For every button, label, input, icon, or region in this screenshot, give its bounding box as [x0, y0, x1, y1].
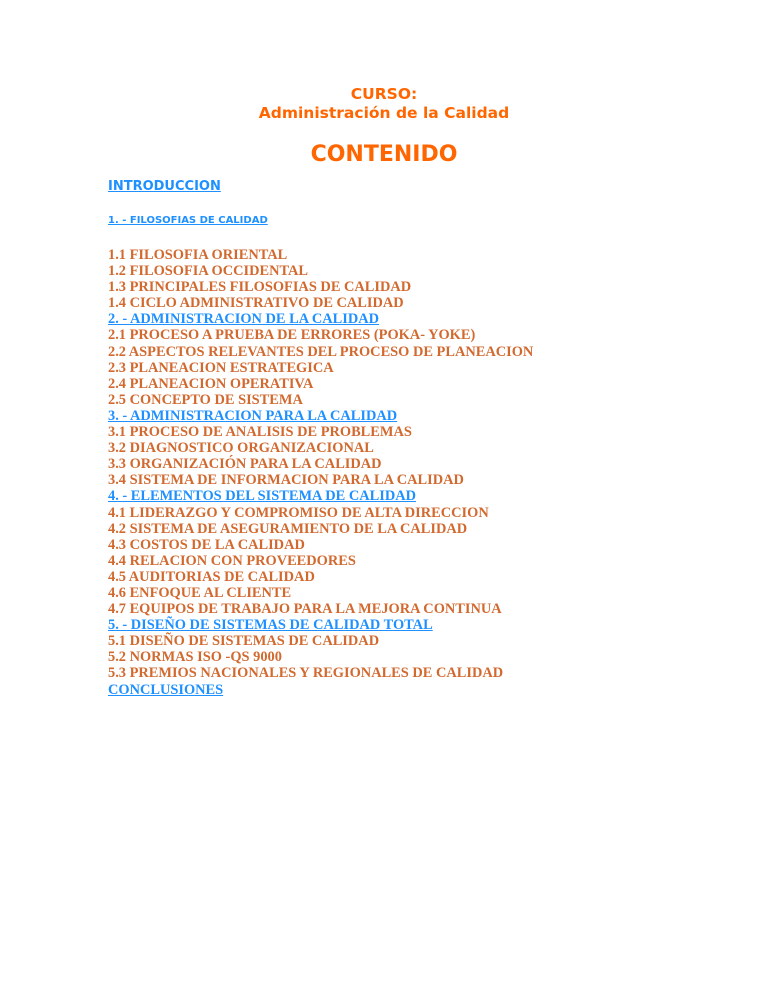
- section-1-link[interactable]: 1. - FILOSOFIAS DE CALIDAD: [108, 215, 268, 226]
- toc-item: 4.1 LIDERAZGO Y COMPROMISO DE ALTA DIRECCION: [108, 504, 489, 521]
- toc-section-link[interactable]: 5. - DISEÑO DE SISTEMAS DE CALIDAD TOTAL: [108, 617, 433, 634]
- course-label: CURSO:: [350, 85, 418, 103]
- toc-item: 2.4 PLANEACION OPERATIVA: [108, 375, 314, 392]
- toc-item: 4.6 ENFOQUE AL CLIENTE: [108, 584, 292, 601]
- toc-item: 5.1 DISEÑO DE SISTEMAS DE CALIDAD: [108, 633, 380, 650]
- toc-item: 4.3 COSTOS DE LA CALIDAD: [108, 536, 305, 553]
- course-title: Administración de la Calidad: [258, 104, 510, 122]
- toc-item: 2.5 CONCEPTO DE SISTEMA: [108, 391, 303, 408]
- toc-section-link[interactable]: CONCLUSIONES: [108, 681, 224, 698]
- contents-title: CONTENIDO: [310, 142, 458, 167]
- introduction-link[interactable]: INTRODUCCION: [108, 179, 221, 194]
- toc-item: 1.4 CICLO ADMINISTRATIVO DE CALIDAD: [108, 295, 404, 312]
- toc-item: 3.3 ORGANIZACIÓN PARA LA CALIDAD: [108, 456, 382, 473]
- toc-item: 3.2 DIAGNOSTICO ORGANIZACIONAL: [108, 440, 374, 457]
- toc-item: 2.2 ASPECTOS RELEVANTES DEL PROCESO DE PLANEACION: [108, 343, 534, 360]
- table-of-contents: [108, 247, 533, 698]
- toc-item: 3.1 PROCESO DE ANALISIS DE PROBLEMAS: [108, 424, 412, 441]
- toc-item: 3.4 SISTEMA DE INFORMACION PARA LA CALIDAD: [108, 472, 464, 489]
- toc-item: 4.7 EQUIPOS DE TRABAJO PARA LA MEJORA CONTINUA: [108, 601, 502, 618]
- toc-item: 4.2 SISTEMA DE ASEGURAMIENTO DE LA CALIDAD: [108, 520, 468, 537]
- toc-section-link[interactable]: 3. - ADMINISTRACION PARA LA CALIDAD: [108, 407, 398, 424]
- toc-item: 5.3 PREMIOS NACIONALES Y REGIONALES DE CALIDAD: [108, 665, 504, 682]
- toc-item: 4.5 AUDITORIAS DE CALIDAD: [108, 568, 315, 585]
- toc-item: 1.1 FILOSOFIA ORIENTAL: [108, 247, 288, 263]
- toc-item: 1.2 FILOSOFIA OCCIDENTAL: [108, 263, 309, 280]
- toc-item: 2.3 PLANEACION ESTRATEGICA: [108, 359, 334, 376]
- toc-item: 5.2 NORMAS ISO -QS 9000: [108, 649, 282, 666]
- toc-item: 4.4 RELACION CON PROVEEDORES: [108, 552, 356, 569]
- toc-section-link[interactable]: 4. - ELEMENTOS DEL SISTEMA DE CALIDAD: [108, 488, 417, 505]
- toc-item: 1.3 PRINCIPALES FILOSOFIAS DE CALIDAD: [108, 279, 412, 296]
- toc-section-link[interactable]: 2. - ADMINISTRACION DE LA CALIDAD: [108, 311, 380, 328]
- toc-item: 2.1 PROCESO A PRUEBA DE ERRORES (POKA- YOKE): [108, 327, 476, 344]
